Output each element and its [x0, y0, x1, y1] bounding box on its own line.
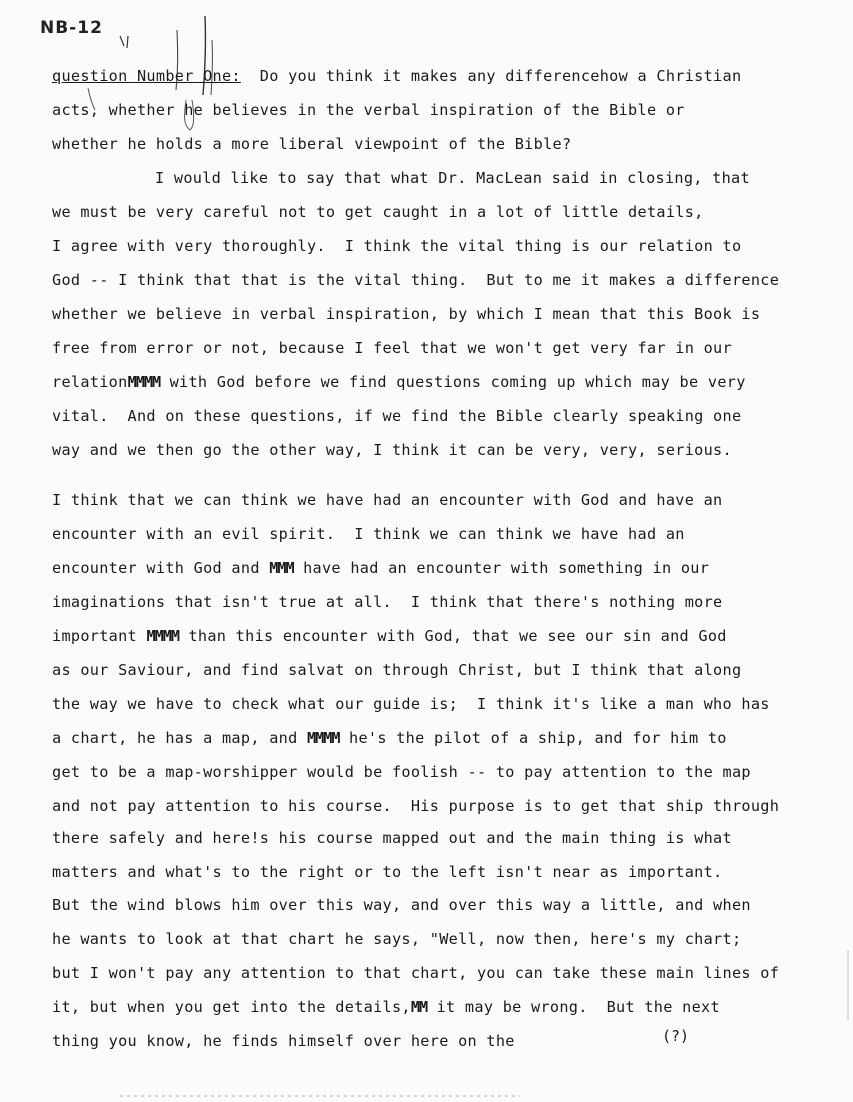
text-fragment: with God before we find questions coming up which may be very	[160, 373, 746, 391]
text-line: free from error or not, because I feel that we won't get very far in our	[52, 339, 732, 357]
text-line: vital. And on these questions, if we find the Bible clearly speaking one	[52, 407, 742, 425]
text-line: thing you know, he finds himself over here on the	[52, 1032, 515, 1050]
text-fragment: important	[52, 627, 147, 645]
strikeover-mark: MMM	[269, 559, 294, 577]
text-line: imaginations that isn't true at all. I think that there's nothing more	[52, 593, 723, 611]
text-line: I agree with very thoroughly. I think the vital thing is our relation to	[52, 237, 742, 255]
text-fragment: he's the pilot of a ship, and for him to	[339, 729, 727, 747]
strikeover-mark: MMMM	[127, 373, 161, 391]
text-line: But the wind blows him over this way, and over this way a little, and when	[52, 896, 751, 914]
text-line	[52, 66, 741, 86]
text-fragment: have had an encounter with something in our	[293, 559, 710, 577]
text-line	[52, 372, 746, 392]
text-fragment: it, but when you get into the details,	[52, 998, 411, 1016]
text-line: we must be very careful not to get caught in a lot of little details,	[52, 203, 704, 221]
text-line	[52, 626, 727, 646]
text-line-content: Do you think it makes any differencehow a Christian	[259, 67, 742, 85]
pen-stroke	[120, 36, 128, 48]
paragraph-indent-line: I would like to say that what Dr. MacLean said in closing, that	[155, 169, 750, 187]
text-line: I think that we can think we have had an encounter with God and have an	[52, 491, 723, 509]
text-line: way and we then go the other way, I think it can be very, very, serious.	[52, 441, 732, 459]
strikeover-mark: MMMM	[146, 627, 180, 645]
text-fragment: a chart, he has a map, and	[52, 729, 307, 747]
strikeover-mark: MM	[410, 998, 428, 1016]
text-line: but I won't pay any attention to that chart, you can take these main lines of	[52, 964, 780, 982]
text-line: whether we believe in verbal inspiration, by which I mean that this Book is	[52, 305, 761, 323]
text-fragment: encounter with God and	[52, 559, 270, 577]
question-label: question Number One:	[52, 67, 241, 85]
text-line: encounter with an evil spirit. I think we can think we have had an	[52, 525, 685, 543]
text-line: matters and what's to the right or to the left isn't near as important.	[52, 863, 723, 881]
text-line: and not pay attention to his course. His purpose is to get that ship through	[52, 797, 780, 815]
strikeover-mark: MMMM	[306, 729, 340, 747]
page-label: NB-12	[40, 18, 103, 38]
text-line: he wants to look at that chart he says, "Well, now then, here's my chart;	[52, 930, 742, 948]
text-line: whether he holds a more liberal viewpoint of the Bible?	[52, 135, 572, 153]
text-line: the way we have to check what our guide is; I think it's like a man who has	[52, 695, 770, 713]
text-line: there safely and here!s his course mapped out and the main thing is what	[52, 829, 732, 847]
text-line: as our Saviour, and find salvat on through Christ, but I think that along	[52, 661, 742, 679]
text-line	[52, 997, 720, 1017]
uncertain-mark: (?)	[662, 1027, 690, 1045]
text-line: get to be a map-worshipper would be foolish -- to pay attention to the map	[52, 763, 751, 781]
text-fragment: it may be wrong. But the next	[427, 998, 720, 1016]
text-fragment: than this encounter with God, that we see our sin and God	[179, 627, 727, 645]
text-line: acts, whether he believes in the verbal inspiration of the Bible or	[52, 101, 685, 119]
text-fragment: relation	[52, 373, 128, 391]
text-line	[52, 728, 727, 748]
text-line: God -- I think that that is the vital thing. But to me it makes a difference	[52, 271, 780, 289]
text-line	[52, 558, 709, 578]
